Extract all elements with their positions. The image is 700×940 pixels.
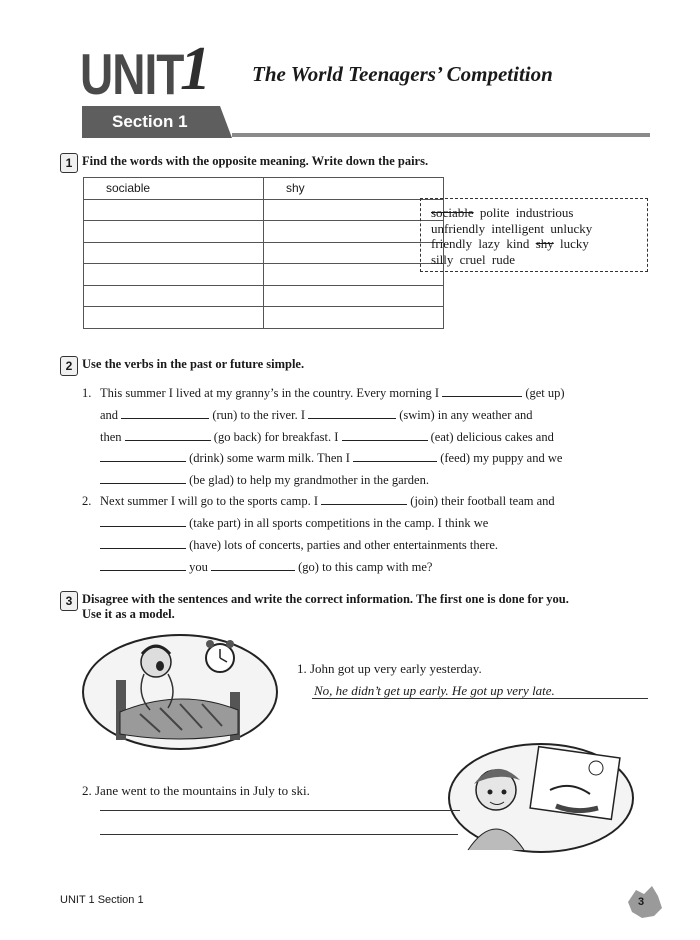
table-row xyxy=(84,178,444,200)
table-row xyxy=(84,221,444,243)
pairs-table xyxy=(83,177,444,329)
blank[interactable] xyxy=(100,516,186,527)
exercise-2-number: 2 xyxy=(60,356,78,376)
unit-number: 1 xyxy=(180,35,211,103)
word-box-line xyxy=(431,236,647,252)
word-box-word: silly xyxy=(431,251,454,267)
exercise-3-number: 3 xyxy=(60,591,78,611)
fill-line-9: you (go) to this camp with me? xyxy=(100,560,432,575)
word-box-line xyxy=(431,252,647,268)
exercise-3-instruction-2: Use it as a model. xyxy=(82,607,175,621)
word-box-word: lucky xyxy=(560,236,589,251)
fill-line-8: (have) lots of concerts, parties and other entertainments there. xyxy=(100,538,498,553)
word-box-word: polite xyxy=(479,205,510,220)
word-box-word: shy xyxy=(535,236,554,251)
item-number: 2. xyxy=(82,494,92,508)
word-box-word: industrious xyxy=(515,205,574,220)
table-cell[interactable]: sociable xyxy=(84,178,264,200)
blank[interactable] xyxy=(321,494,407,505)
table-cell[interactable]: shy xyxy=(264,178,444,200)
word-box-word: unlucky xyxy=(550,220,593,236)
sleeping-boy-illustration xyxy=(80,632,280,752)
blank[interactable] xyxy=(100,538,186,549)
table-cell[interactable] xyxy=(264,221,444,243)
blank[interactable] xyxy=(342,430,428,441)
table-row xyxy=(84,307,444,329)
word-box-line xyxy=(431,221,647,237)
blank[interactable] xyxy=(100,560,186,571)
word-box-word: friendly xyxy=(431,236,473,251)
table-cell[interactable] xyxy=(84,307,264,329)
blank[interactable] xyxy=(211,560,295,571)
table-row xyxy=(84,285,444,307)
table-cell[interactable] xyxy=(264,242,444,264)
table-cell[interactable] xyxy=(264,264,444,286)
fill-line-5: (be glad) to help my grandmother in the garden. xyxy=(100,473,429,488)
table-row xyxy=(84,242,444,264)
exercise-3-item-2: 2. Jane went to the mountains in July to ski. xyxy=(82,783,310,798)
table-cell[interactable] xyxy=(264,307,444,329)
table-row xyxy=(84,199,444,221)
footer-text: UNIT 1 Section 1 xyxy=(60,894,144,906)
blank[interactable] xyxy=(308,408,396,419)
table-cell[interactable] xyxy=(264,285,444,307)
answer-line[interactable] xyxy=(312,698,648,699)
table-cell[interactable] xyxy=(264,199,444,221)
unit-heading: UNIT xyxy=(80,41,184,107)
page-title: The World Teenagers’ Competition xyxy=(252,62,553,86)
blank[interactable] xyxy=(121,408,209,419)
word-box-word: lazy xyxy=(478,236,501,251)
exercise-3-instruction: Disagree with the sentences and write the correct information. The first one is done for you. xyxy=(82,592,569,606)
table-cell[interactable] xyxy=(84,264,264,286)
answer-line[interactable] xyxy=(100,810,460,811)
model-answer: No, he didn’t get up early. He got up very late. xyxy=(314,683,555,698)
girl-skiing-illustration xyxy=(446,740,636,856)
word-box-word: kind xyxy=(506,236,530,251)
blank[interactable] xyxy=(100,473,186,484)
table-cell[interactable] xyxy=(84,221,264,243)
exercise-1-instruction: Find the words with the opposite meaning. Write down the pairs. xyxy=(82,154,429,168)
word-box-word: sociable xyxy=(431,205,474,220)
word-box-word: rude xyxy=(491,251,515,267)
answer-line[interactable] xyxy=(100,834,458,835)
word-box-word: unfriendly xyxy=(431,220,486,236)
exercise-1-number: 1 xyxy=(60,153,78,173)
word-box-word: cruel xyxy=(459,251,486,267)
word-box xyxy=(420,198,648,272)
exercise-3-item-1: 1. John got up very early yesterday. xyxy=(297,661,482,676)
blank[interactable] xyxy=(442,386,522,397)
fill-line-2: and (run) to the river. I (swim) in any weather and xyxy=(100,408,533,422)
item-number: 1. xyxy=(82,386,92,400)
fill-line-3: then (go back) for breakfast. I (eat) delicious cakes and xyxy=(100,430,554,444)
word-box-line xyxy=(431,205,647,221)
table-cell[interactable] xyxy=(84,285,264,307)
table-cell[interactable] xyxy=(84,242,264,264)
header-divider xyxy=(232,133,650,137)
fill-line-1: This summer I lived at my granny’s in the country. Every morning I (get up) xyxy=(100,386,565,400)
blank[interactable] xyxy=(125,430,211,441)
fill-line-7: (take part) in all sports competitions in the camp. I think we xyxy=(100,516,488,531)
blank[interactable] xyxy=(353,451,437,462)
table-cell[interactable] xyxy=(84,199,264,221)
fill-line-6: Next summer I will go to the sports camp. I (join) their football team and xyxy=(100,494,555,508)
word-box-word: intelligent xyxy=(491,220,545,236)
exercise-2-instruction: Use the verbs in the past or future simple. xyxy=(82,357,305,371)
table-row xyxy=(84,264,444,286)
fill-line-4: (drink) some warm milk. Then I (feed) my puppy and we xyxy=(100,451,562,466)
blank[interactable] xyxy=(100,451,186,462)
section-label: Section 1 xyxy=(112,112,188,131)
page-number: 3 xyxy=(638,896,645,908)
